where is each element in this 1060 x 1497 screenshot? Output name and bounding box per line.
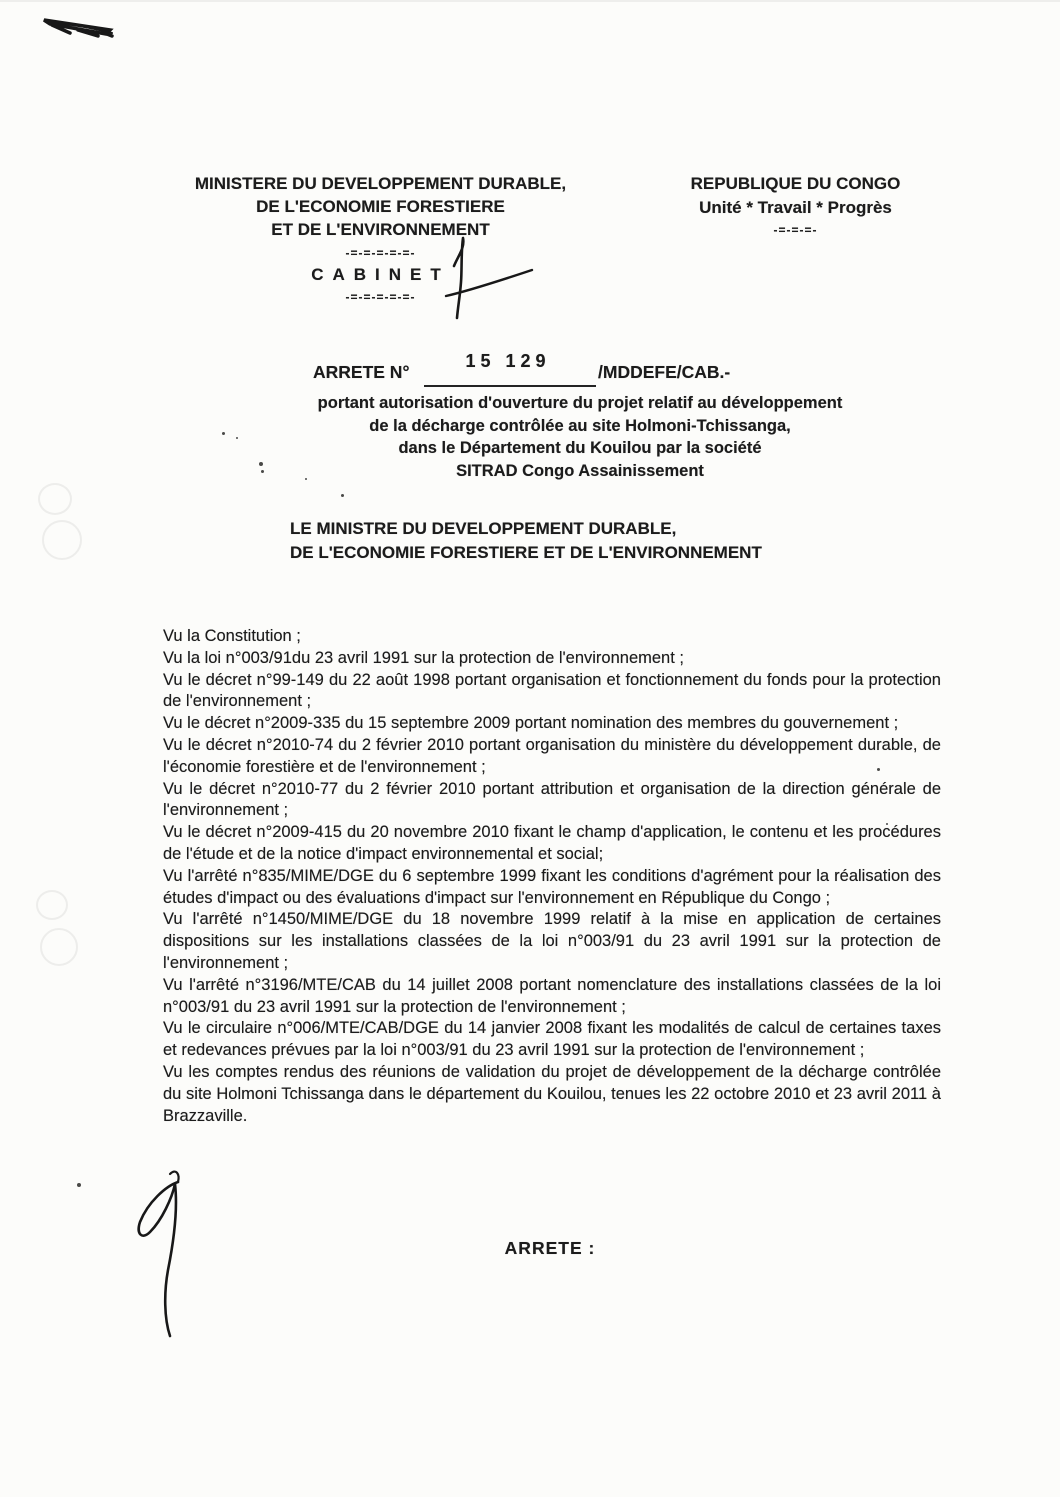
ministry-line: MINISTERE DU DEVELOPPEMENT DURABLE,	[194, 174, 567, 193]
recital-paragraph: Vu le décret n°2010-77 du 2 février 2010 portant attribution et organisation de la direction générale de l'environnement ;	[163, 779, 941, 820]
recital-paragraph: Vu l'arrêté n°1450/MIME/DGE du 18 novembre 1999 relatif à la mise en application de certaines dispositions sur les installations classées de la loi n°003/91 du 23 avril 1991 sur la protection de l'environnement ;	[163, 910, 941, 972]
dash-divider: -=-=-=-	[773, 223, 818, 237]
recital-paragraph: Vu l'arrêté n°835/MIME/DGE du 6 septembre 1999 fixant les conditions d'agrément pour la réalisation des études d'impact ou des évaluations d'impact sur l'environnement en République du Congo ;	[163, 866, 941, 907]
scan-streak	[0, 0, 1060, 2]
ink-speck	[222, 432, 225, 435]
dash-divider: -=-=-=-=-=-	[345, 246, 416, 260]
minister-heading	[290, 517, 850, 564]
pen-check-mark	[428, 222, 548, 342]
recital-paragraph: Vu la loi n°003/91du 23 avril 1991 sur la protection de l'environnement ;	[163, 648, 684, 667]
decree-number-stamp: 15 129	[465, 351, 551, 371]
recitals-body	[163, 626, 941, 1127]
punch-hole-ring	[42, 520, 82, 560]
closing-heading: ARRETE :	[504, 1238, 596, 1258]
decree-authority-suffix: /MDDEFE/CAB.-	[598, 362, 731, 382]
punch-hole-ring	[38, 483, 72, 515]
minister-heading-line: DE L'ECONOMIE FORESTIERE ET DE L'ENVIRONNEMENT	[290, 542, 762, 562]
recital-paragraph: Vu les comptes rendus des réunions de validation du projet de développement de la décharge contrôlée du site Holmoni Tchissanga dans le département du Kouilou, tenues les 22 octobre 2010 et 23 avril 2011 à Brazzaville.	[163, 1062, 941, 1125]
national-motto: Unité * Travail * Progrès	[699, 198, 892, 217]
decree-label: ARRETE N°	[313, 362, 410, 382]
decree-subtitle-line: de la décharge contrôlée au site Holmoni-Tchissanga,	[369, 416, 791, 435]
ministry-line: ET DE L'ENVIRONNEMENT	[271, 220, 490, 239]
ministry-line: DE L'ECONOMIE FORESTIERE	[256, 197, 505, 216]
dash-divider: -=-=-=-=-=-	[345, 290, 416, 304]
recital-paragraph: Vu la Constitution ;	[163, 627, 301, 645]
decree-number-underline	[424, 385, 596, 387]
recital-paragraph: Vu le décret n°2009-415 du 20 novembre 2010 fixant le champ d'application, le contenu et les procédures de l'étude et de la notice d'impact environnemental et social;	[163, 823, 941, 863]
country-name: REPUBLIQUE DU CONGO	[690, 174, 901, 193]
punch-hole-ring	[40, 928, 78, 966]
ink-speck	[236, 437, 238, 439]
recital-paragraph: Vu le décret n°99-149 du 22 août 1998 portant organisation et fonctionnement du fonds pour la protection de l'environnement ;	[163, 670, 941, 711]
decree-subtitle-line: portant autorisation d'ouverture du projet relatif au développement	[317, 394, 843, 412]
cabinet-label: CABINET	[311, 265, 450, 284]
recital-paragraph: Vu l'arrêté n°3196/MTE/CAB du 14 juillet 2008 portant nomenclature des installations classées de la loi n°003/91 du 23 avril 1991 sur la protection de l'environnement ;	[163, 975, 941, 1016]
republic-header	[648, 172, 943, 237]
recital-paragraph: Vu le décret n°2010-74 du 2 février 2010 portant organisation du ministère du développement durable, de l'économie forestière et de l'environnement ;	[163, 735, 941, 776]
decree-subtitle-line: SITRAD Congo Assainissement	[456, 461, 704, 480]
recital-paragraph: Vu le circulaire n°006/MTE/CAB/DGE du 14 janvier 2008 fixant les modalités de calcul de certaines taxes et redevances prévues par la loi n°003/91 du 23 avril 1991 sur la protection de l'environnement ;	[163, 1019, 941, 1060]
decree-subtitle-line: dans le Département du Kouilou par la société	[398, 439, 762, 457]
ink-speck	[341, 494, 344, 497]
decree-subtitle	[255, 392, 905, 482]
ink-speck	[77, 1183, 81, 1187]
punch-hole-ring	[36, 890, 68, 920]
minister-heading-line: LE MINISTRE DU DEVELOPPEMENT DURABLE,	[290, 519, 677, 538]
recital-paragraph: Vu le décret n°2009-335 du 15 septembre 2009 portant nomination des membres du gouvernement ;	[163, 714, 899, 733]
pen-scribble-mark	[40, 8, 140, 44]
